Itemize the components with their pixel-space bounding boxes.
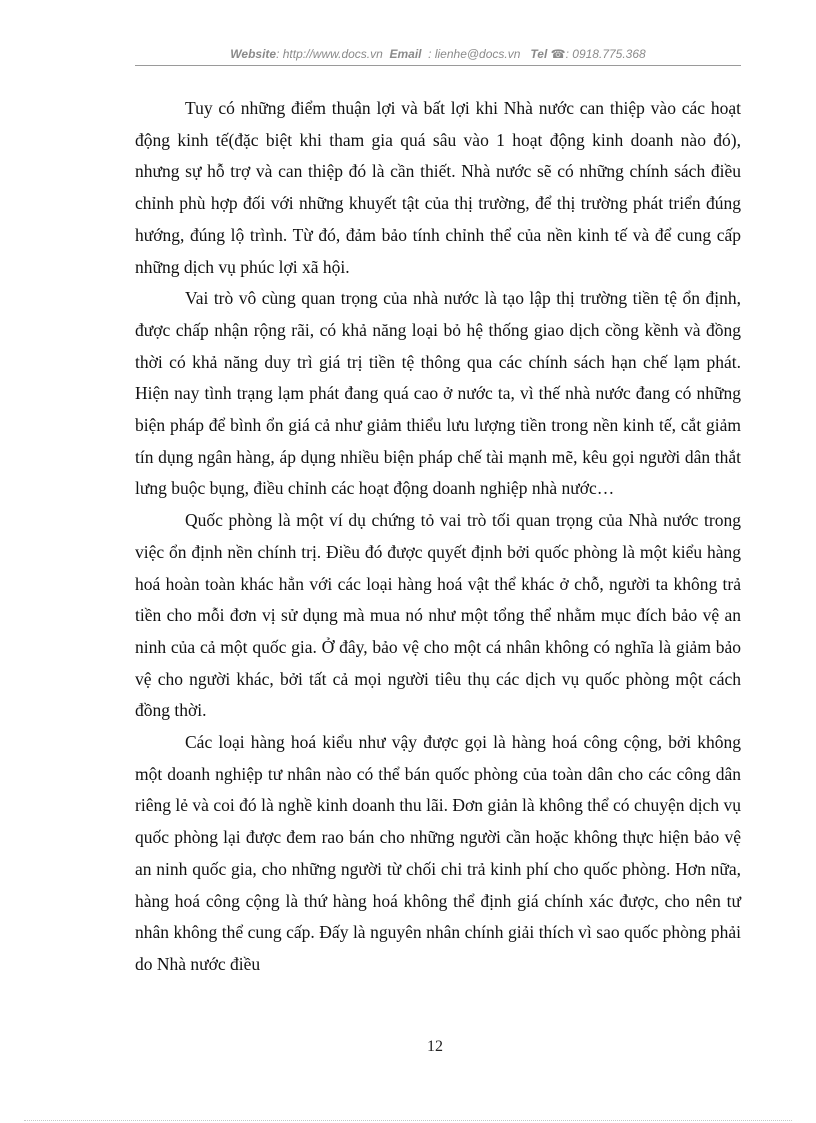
email-label: Email xyxy=(389,47,422,61)
page-number: 12 xyxy=(427,1038,443,1055)
paragraph: Quốc phòng là một ví dụ chứng tỏ vai trò tối quan trọng của Nhà nước trong việc ổn định nền chính trị. Điều đó được quyết định bởi quốc phòng là một kiểu hàng hoá hoàn toàn khác hẳn với các loại hàng hoá vật thể khác ở chỗ, người ta không trả tiền cho mỗi đơn vị sử dụng mà mua nó như một tổng thể nhằm mục đích bảo vệ an ninh của cả một quốc gia. Ở đây, bảo vệ cho một cá nhân không có nghĩa là giảm bảo vệ cho người khác, bởi tất cả mọi người tiêu thụ các dịch vụ quốc phòng một cách đồng thời. xyxy=(135,510,741,721)
paragraph: Tuy có những điểm thuận lợi và bất lợi khi Nhà nước can thiệp vào các hoạt động kinh tế(đặc biệt khi tham gia quá sâu vào 1 hoạt động kinh doanh nào đó), nhưng sự hỗ trợ và can thiệp đó là cần thiết. Nhà nước sẽ có những chính sách điều chỉnh phù hợp đối với những khuyết tật của thị trường, để thị trường phát triển đúng hướng, đúng lộ trình. Từ đó, đảm bảo tính chỉnh thể của nền kinh tế và để cung cấp những dịch vụ phúc lợi xã hội. xyxy=(135,98,741,277)
tel-label: Tel xyxy=(530,47,548,61)
paragraph: Các loại hàng hoá kiểu như vậy được gọi là hàng hoá công cộng, bởi không một doanh nghiệp tư nhân nào có thể bán quốc phòng của toàn dân cho các công dân riêng lẻ và coi đó là nghề kinh doanh thu lãi. Đơn giản là không thể có chuyện dịch vụ quốc phòng lại được đem rao bán cho những người cần hoặc không thực hiện bảo vệ an ninh quốc gia, cho những người từ chối chi trả kinh phí cho quốc phòng. Hơn nữa, hàng hoá công cộng là thứ hàng hoá không thể định giá chính xác được, cho nên tư nhân không thể cung cấp. Đấy là nguyên nhân chính giải thích vì sao quốc phòng phải do Nhà nước điều xyxy=(135,732,741,974)
website-label: Website xyxy=(230,47,277,61)
page-bottom-divider xyxy=(24,1120,792,1121)
email-value: : lienhe@docs.vn xyxy=(428,47,521,61)
paragraph: Vai trò vô cùng quan trọng của nhà nước là tạo lập thị trường tiền tệ ổn định, được chấp nhận rộng rãi, có khả năng loại bỏ hệ thống giao dịch cồng kềnh và đồng thời có khả năng duy trì giá trị tiền tệ thông qua các chính sách hạn chế lạm phát. Hiện nay tình trạng lạm phát đang quá cao ở nước ta, vì thế nhà nước đang có những biện pháp để bình ổn giá cả như giảm thiểu lưu lượng tiền trong nền kinh tế, cắt giảm tín dụng ngân hàng, áp dụng nhiều biện pháp chế tài mạnh mẽ, kêu gọi người dân thắt lưng buộc bụng, điều chỉnh các hoạt động doanh nghiệp nhà nước… xyxy=(135,288,741,499)
website-value: : http://www.docs.vn xyxy=(276,47,383,61)
page-header xyxy=(135,47,741,61)
tel-value: ☎: 0918.775.368 xyxy=(550,47,646,61)
header-divider xyxy=(135,65,741,66)
document-body xyxy=(135,93,741,981)
